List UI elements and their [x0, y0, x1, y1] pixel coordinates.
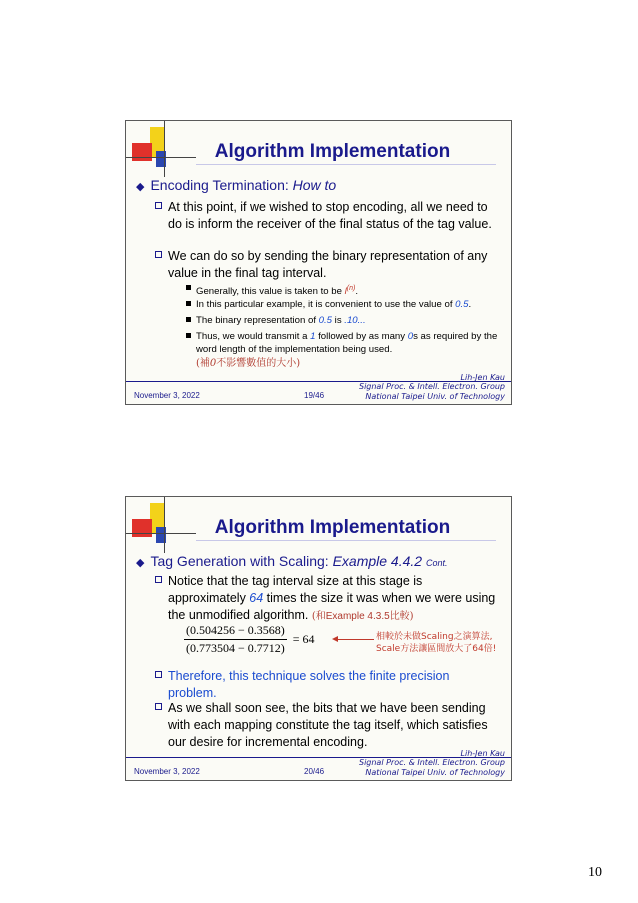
- filled-square-bullet-icon: [186, 317, 191, 322]
- square-bullet-icon: [155, 202, 162, 209]
- square-bullet-icon: [155, 251, 162, 258]
- square-bullet-icon: [155, 671, 162, 678]
- bullet-level2: We can do so by sending the binary representation of any value in the final tag interval.: [168, 248, 498, 282]
- footer-credits: Lih-Jen Kau Signal Proc. & Intell. Electron. Group National Taipei Univ. of Technology: [358, 748, 505, 777]
- slide-title: Algorithm Implementation: [214, 141, 451, 162]
- bullet-level3: Thus, we would transmit a 1 followed by as many 0s as required by the word length of the implementation being used.: [196, 330, 506, 356]
- equation-numerator: (0.504256 − 0.3568): [184, 623, 287, 640]
- footer-credits: Lih-Jen Kau Signal Proc. & Intell. Electron. Group National Taipei Univ. of Technology: [358, 372, 505, 401]
- chinese-note: (補0不影響數值的大小): [196, 358, 301, 369]
- square-bullet-icon: [155, 703, 162, 710]
- footer-date: November 3, 2022: [134, 767, 200, 776]
- bullet-level3: Generally, this value is taken to be $l^{(n)}$.: [196, 282, 506, 298]
- diamond-bullet-icon: ◆: [136, 181, 145, 193]
- equation-denominator: (0.773504 − 0.7712): [186, 641, 285, 655]
- slide-20: [125, 496, 512, 781]
- footer-page-number: 20/46: [304, 767, 325, 776]
- bullet-level1: ◆ Tag Generation with Scaling: Example 4.4.2 Cont.: [136, 553, 448, 569]
- scaling-note: 相較於未做Scaling之演算法, Scale方法讓區間放大了64倍!: [376, 632, 497, 654]
- bullet-level1: ◆ Encoding Termination: How to: [136, 177, 337, 193]
- title-underline: [196, 164, 496, 165]
- slide-title: Algorithm Implementation: [214, 517, 451, 538]
- bullet-level2: Therefore, this technique solves the finite precision problem.: [168, 668, 498, 702]
- bullet-level3: In this particular example, it is convenient to use the value of 0.5.: [196, 298, 506, 311]
- footer-date: November 3, 2022: [134, 391, 200, 400]
- bullet-level2: As we shall soon see, the bits that we have been sending with each mapping constitute the tag itself, which satisfies our desire for incremental encoding.: [168, 700, 498, 751]
- equation-result: = 64: [292, 632, 315, 646]
- bullet-level2: At this point, if we wished to stop encoding, all we need to do is inform the receiver of the final status of the tag value.: [168, 199, 498, 233]
- note-arrow: [336, 639, 374, 640]
- square-bullet-icon: [155, 576, 162, 583]
- slide-19: [125, 120, 512, 405]
- diamond-bullet-icon: ◆: [136, 557, 145, 569]
- filled-square-bullet-icon: [186, 333, 191, 338]
- bullet-level3: The binary representation of 0.5 is .10...: [196, 314, 506, 327]
- filled-square-bullet-icon: [186, 301, 191, 306]
- title-underline: [196, 540, 496, 541]
- bullet-level2: Notice that the tag interval size at this stage is approximately 64 times the size it was when we were using the unmodified algorithm. (和Example 4.3.5比較): [168, 573, 498, 625]
- footer-page-number: 19/46: [304, 391, 325, 400]
- arrow-left-icon: [332, 636, 338, 642]
- filled-square-bullet-icon: [186, 285, 191, 290]
- scaling-equation: [184, 623, 315, 656]
- handout-page-number: 10: [588, 865, 602, 880]
